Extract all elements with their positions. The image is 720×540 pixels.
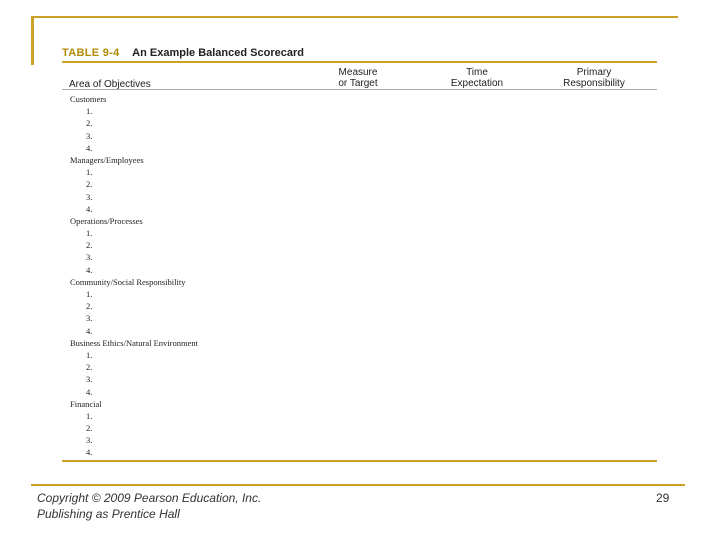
list-item: 3. [86,130,93,141]
list-item: 4. [86,264,93,275]
header-area-of-objectives: Area of Objectives [69,79,151,90]
page-number: 29 [656,491,670,505]
header-time-expectation [442,67,512,89]
list-item: 2. [86,240,93,251]
copyright-line: Copyright © 2009 Pearson Education, Inc. [37,491,262,505]
header-time-line2: Expectation [450,78,504,89]
table-title: An Example Balanced Scorecard [132,47,304,59]
list-item: 3. [86,435,93,446]
list-item: 3. [86,374,93,385]
list-item: 2. [86,362,93,373]
category-business-ethics-natural-environment: Business Ethics/Natural Environment [70,337,198,348]
list-item: 1. [86,106,93,117]
list-item: 1. [86,410,93,421]
table-body [62,90,657,459]
category-operations-processes: Operations/Processes [70,215,143,226]
list-item: 4. [86,447,93,458]
copyright-footer [37,490,261,522]
list-item: 3. [86,313,93,324]
header-measure-or-target [326,67,390,89]
table-header-row [62,63,657,89]
list-item: 4. [86,386,93,397]
header-measure-line2: or Target [338,78,378,89]
table-bottom-rule [62,460,657,462]
header-measure-line1: Measure [338,67,378,78]
category-community-social-responsibility: Community/Social Responsibility [70,276,186,287]
list-item: 4. [86,325,93,336]
category-financial: Financial [70,398,102,409]
category-customers: Customers [70,94,107,104]
list-item: 1. [86,349,93,360]
list-item: 4. [86,203,93,214]
slide-top-rule [31,16,678,18]
list-item: 2. [86,423,93,434]
list-item: 4. [86,142,93,153]
slide-left-rule [31,16,34,65]
list-item: 2. [86,179,93,190]
header-primary-responsibility [556,67,632,89]
category-managers-employees: Managers/Employees [70,154,144,165]
publisher-line: Publishing as Prentice Hall [37,507,180,521]
header-resp-line1: Primary [576,67,612,78]
list-item: 2. [86,301,93,312]
slide-bottom-rule [31,484,685,486]
list-item: 1. [86,167,93,178]
list-item: 3. [86,252,93,263]
list-item: 1. [86,289,93,299]
balanced-scorecard-table [62,46,657,462]
list-item: 2. [86,118,93,129]
table-number: TABLE 9-4 [62,47,120,59]
header-time-line1: Time [466,67,488,78]
list-item: 3. [86,191,93,202]
header-resp-line2: Responsibility [563,78,625,89]
list-item: 1. [86,228,93,239]
table-caption [62,46,657,60]
